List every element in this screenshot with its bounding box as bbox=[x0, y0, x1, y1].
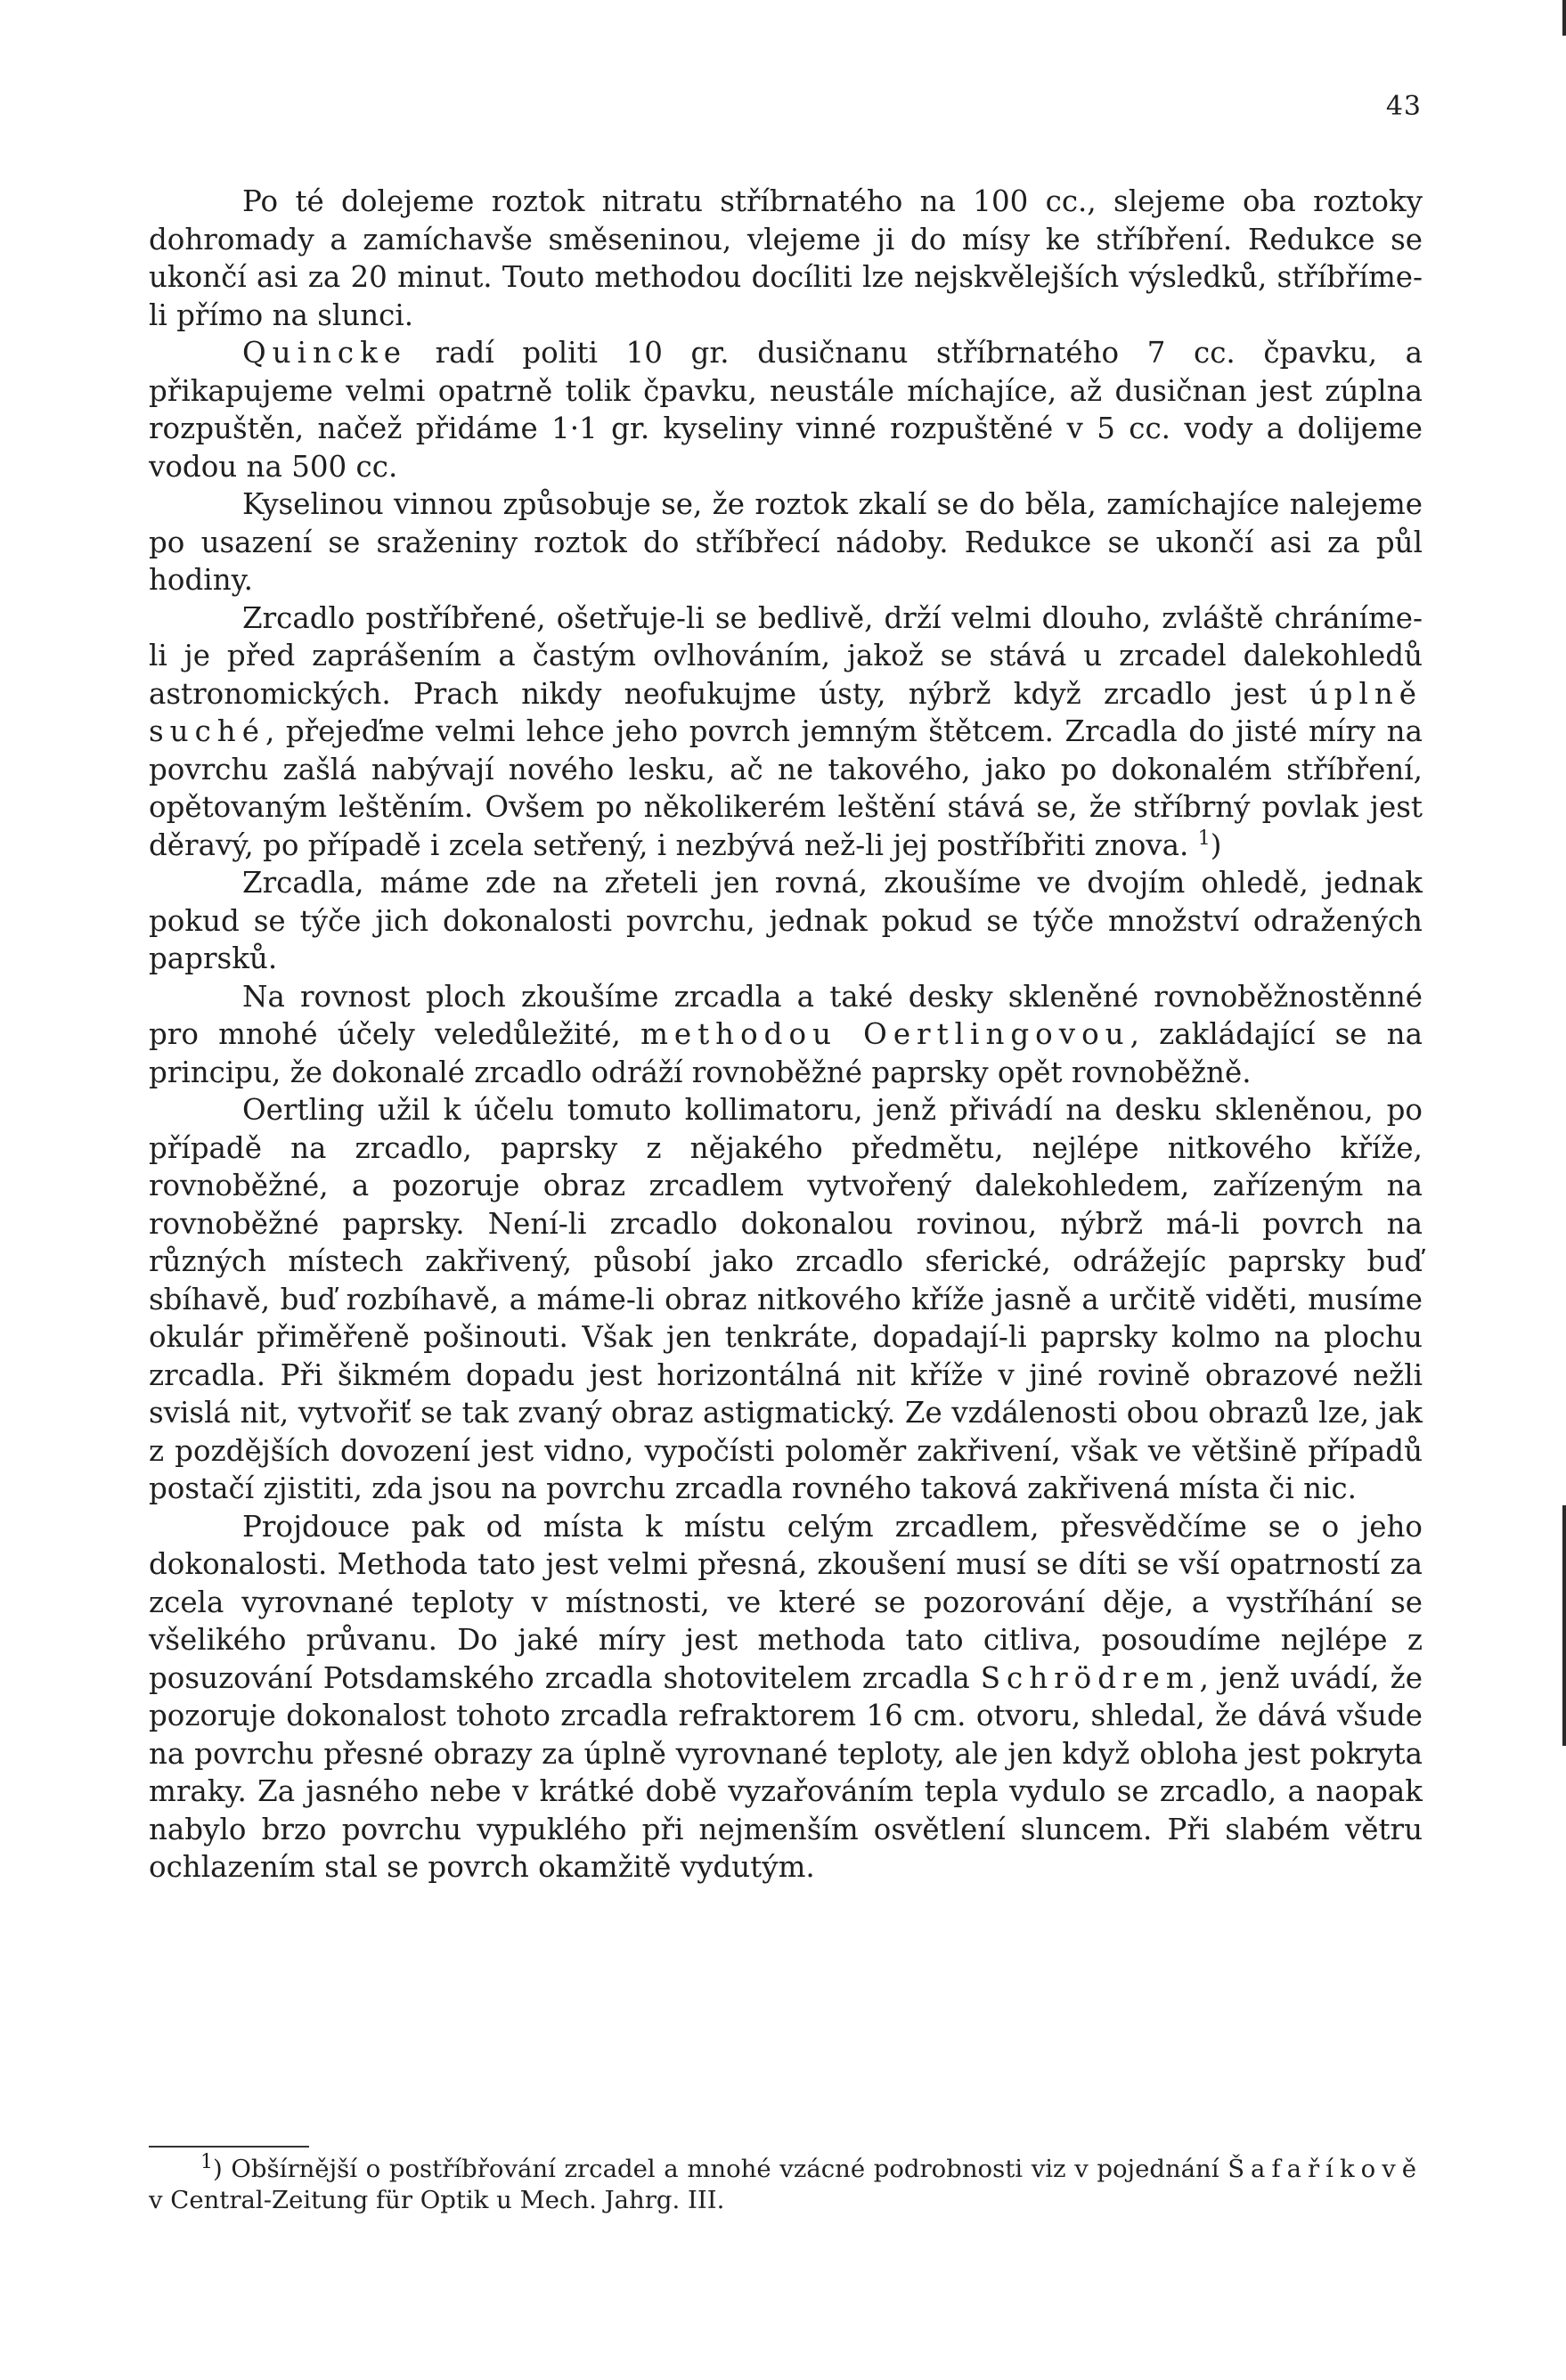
paragraph-4-text-a: Zrcadlo postříbřené, ošetřuje-li se bedlivě, drží velmi dlouho, zvláště chráníme-li je před zaprášením a častým ovlhováním, jakož se stává u zrcadel dalekohledů astronomických. Prach nikdy neofukujme ústy, nýbrž když zrcadlo jest bbox=[149, 600, 1423, 711]
paragraph-8 bbox=[149, 1508, 1423, 1887]
author-name-schrodrem: Schrödrem bbox=[980, 1660, 1200, 1695]
paragraph-1: Po té dolejeme roztok nitratu stříbrnatého na 100 cc., slejeme oba roztoky dohromady a zamíchavše směseninou, vlejeme ji do mísy ke stříbření. Redukce se ukončí asi za 20 minut. Touto methodou docíliti lze nejskvělejších výsledků, stříbříme-li přímo na slunci. bbox=[149, 184, 1423, 332]
paragraph-6 bbox=[149, 978, 1423, 1092]
paragraph-8-text-b: , jenž uvádí, že pozoruje dokonalost tohoto zrcadla refraktorem 16 cm. otvoru, shledal, že dává všude na povrchu přesné obrazy za úplně vyrovnané teploty, ale jen když obloha jest pokryta mraky. Za jasného nebe v krátké době vyzařováním tepla vydulo se zrcadlo, a naopak nabylo brzo povrchu vypuklého při nejmenším osvětlení sluncem. Při slabém větru ochlazením stal se povrch okamžitě vydutým. bbox=[149, 1660, 1423, 1884]
emphasis-uplne-suche: úplně suché bbox=[149, 676, 1423, 748]
footnote-text bbox=[149, 2150, 1423, 2216]
paragraph-2 bbox=[149, 334, 1423, 485]
paragraph-4-text-b: , přejeďme velmi lehce jeho povrch jemným štětcem. Zrcadla do jisté míry na povrchu zašlá nabývají nového lesku, ač ne takového, jako po dokonalém stříbření, opětovaným leštěním. Ovšem po několikerém leštění stává se, že stříbrný povlak jest děravý, po případě i zcela setřený, i nezbývá než-li jej postříbřiti znova. bbox=[149, 714, 1423, 862]
footnote-number: 1 bbox=[200, 2150, 213, 2173]
footnote-reference: 1 bbox=[1197, 827, 1211, 850]
footnote-divider bbox=[149, 2146, 309, 2148]
footnote-text-b: v Central-Zeitung für Optik u Mech. Jahrg. III. bbox=[149, 2186, 725, 2214]
paragraph-3: Kyselinou vinnou způsobuje se, že roztok zkalí se do běla, zamíchajíce nalejeme po usazení se sraženiny roztok do stříbřecí nádoby. Redukce se ukončí asi za půl hodiny. bbox=[149, 487, 1423, 597]
paragraph-6-text-b: , zakládající se na principu, že dokonalé zrcadlo odráží rovnoběžné paprsky opět rovnoběžně. bbox=[149, 1017, 1423, 1089]
body-text bbox=[149, 183, 1423, 1887]
scan-edge-mark-top bbox=[1562, 0, 1566, 36]
paragraph-6-text-a: Na rovnost ploch zkoušíme zrcadla a také desky skleněné rovnoběžnostěnné pro mnohé účely veledůležité, bbox=[149, 979, 1423, 1051]
paragraph-5: Zrcadla, máme zde na zřeteli jen rovná, zkoušíme ve dvojím ohledě, jednak pokud se týče jich dokonalosti povrchu, jednak pokud se týče množství odražených paprsků. bbox=[149, 866, 1423, 975]
paragraph-2-text: radí politi 10 gr. dusičnanu stříbrnatého 7 cc. čpavku, a přikapujeme velmi opatrně tolik čpavku, neustále míchajíce, až dusičnan jest zúplna rozpuštěn, načež přidáme 1·1 gr. kyseliny vinné rozpuštěné v 5 cc. vody a dolijeme vodou na 500 cc. bbox=[149, 336, 1423, 484]
scan-edge-mark-side bbox=[1562, 1505, 1566, 1746]
paragraph-4 bbox=[149, 599, 1423, 865]
emphasis-methodou-oertlingovou: methodou Oertlingovou bbox=[640, 1017, 1130, 1051]
footnote-number-paren: ) bbox=[213, 2155, 223, 2183]
page-number: 43 bbox=[1385, 91, 1422, 122]
footnote-text-a: Obšírnější o postříbřování zrcadel a mnohé vzácné podrobnosti viz v pojednání bbox=[222, 2155, 1228, 2183]
paragraph-7: Oertling užil k účelu tomuto kollimatoru, jenž přivádí na desku skleněnou, po případě na zrcadlo, paprsky z nějakého předmětu, nejlépe nitkového kříže, rovnoběžné, a pozoruje obraz zrcadlem vytvořený dalekohledem, zařízeným na rovnoběžné paprsky. Není-li zrcadlo dokonalou rovinou, nýbrž má-li povrch na různých místech zakřivený, působí jako zrcadlo sferické, odrážejíc paprsky buď sbíhavě, buď rozbíhavě, a máme-li obraz nitkového kříže jasně a určitě viděti, musíme okulár přiměřeně pošinouti. Však jen tenkráte, dopadají-li paprsky kolmo na plochu zrcadla. Při šikmém dopadu jest horizontálná nit kříže v jiné rovině obrazové nežli svislá nit, vytvořiť se tak zvaný obraz astigmatický. Ze vzdálenosti obou obrazů lze, jak z pozdějších dovození jest vidno, vypočísti poloměr zakřivení, však ve většině případů postačí zjistiti, zda jsou na povrchu zrcadla rovného taková zakřivená místa či nic. bbox=[149, 1093, 1423, 1505]
paragraph-8-text-a: Projdouce pak od místa k místu celým zrcadlem, přesvědčíme se o jeho dokonalosti. Methoda tato jest velmi přesná, zkoušení musí se díti se vší opatrností za zcela vyrovnané teploty v místnosti, ve které se pozorování děje, a vystříhání se všelikého průvanu. Do jaké míry jest methoda tato citliva, posoudíme nejlépe z posuzování Potsdamského zrcadla shotovitelem zrcadla bbox=[149, 1509, 1423, 1695]
author-name-safarik: Šafaříkově bbox=[1228, 2155, 1423, 2183]
footnote bbox=[149, 2150, 1423, 2216]
author-name-quincke: Quincke bbox=[242, 336, 408, 370]
footnote-reference-paren: ) bbox=[1210, 827, 1222, 862]
